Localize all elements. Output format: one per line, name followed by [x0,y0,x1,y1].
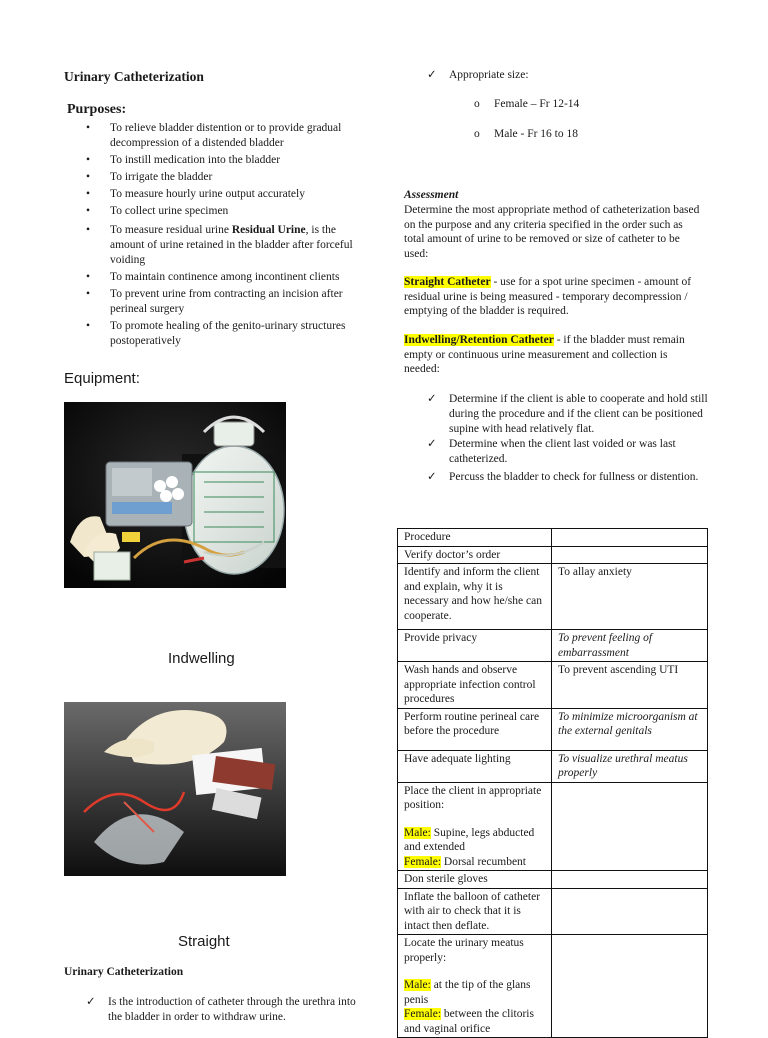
table-row: Wash hands and observe appropriate infection control procedures To prevent ascending UTI [398,662,708,709]
table-row: Provide privacy To prevent feeling of embarrassment [398,630,708,662]
list-item: • To promote healing of the genito-urinary structures postoperatively [86,320,346,347]
list-item: • To maintain continence among incontinent clients [86,271,340,283]
page-title: Urinary Catheterization [64,69,204,84]
table-row: Have adequate lighting To visualize urethral meatus properly [398,750,708,782]
purposes-heading: Purposes: [67,102,127,117]
indwelling-catheter-paragraph: Indwelling/Retention Catheter - if the bladder must remain empty or continuous urine measurement and collection is needed: [404,334,685,375]
bottom-section-title: Urinary Catheterization [64,966,184,978]
table-row: Don sterile gloves [398,871,708,889]
list-item: • To measure residual urine Residual Urine, is the amount of urine retained in the bladder after forceful voiding [86,224,353,266]
caption-indwelling: Indwelling [168,650,235,667]
list-item: o [474,128,480,140]
assessment-heading: Assessment [404,189,459,201]
indwelling-catheter-label: Indwelling/Retention Catheter [404,334,554,346]
table-row: Procedure [398,529,708,547]
list-item: • To collect urine specimen [86,205,229,217]
purposes-list [64,121,364,351]
equipment-heading: Equipment: [64,370,140,387]
list-item: • To prevent urine from contracting an incision after perineal surgery [86,288,343,315]
size-female: Female – Fr 12-14 [494,98,580,110]
list-item: • To instill medication into the bladder [86,154,281,166]
table-row: Locate the urinary meatus properly: Male: at the tip of the glans penis Female: between the clitoris and vaginal orifice [398,935,708,1038]
table-row: Place the client in appropriate position: Male: Supine, legs abducted and extended Female: Dorsal recumbent [398,782,708,871]
straight-kit-photo [64,702,286,876]
size-male: Male - Fr 16 to 18 [494,128,579,140]
indwelling-kit-photo [64,402,286,588]
list-item: • To relieve bladder distention or to provide gradual decompression of a distended bladder [86,122,342,149]
table-row: Verify doctor’s order [398,546,708,564]
straight-catheter-label: Straight Catheter [404,276,491,288]
assessment-text: Determine the most appropriate method of catheterization based on the purpose and any criteria specified in the order such as total amount of urine to be removed or size of catheter to be used: [404,204,700,260]
list-item: • To measure hourly urine output accurately [86,188,305,200]
list-item: • To irrigate the bladder [86,171,213,183]
straight-catheter-paragraph: Straight Catheter - use for a spot urine specimen - amount of residual urine is being measured - temporary decompression / emptying of the bladder is required. [404,276,692,317]
table-row: Perform routine perineal care before the procedure To minimize microorganism at the external genitals [398,708,708,750]
table-row: Inflate the balloon of catheter with air to check that it is intact then deflate. [398,888,708,935]
list-item: o [474,98,480,110]
caption-straight: Straight [178,933,230,950]
table-row: Identify and inform the client and explain, why it is necessary and how he/she can cooperate. To allay anxiety [398,564,708,630]
procedure-table [397,528,708,1038]
